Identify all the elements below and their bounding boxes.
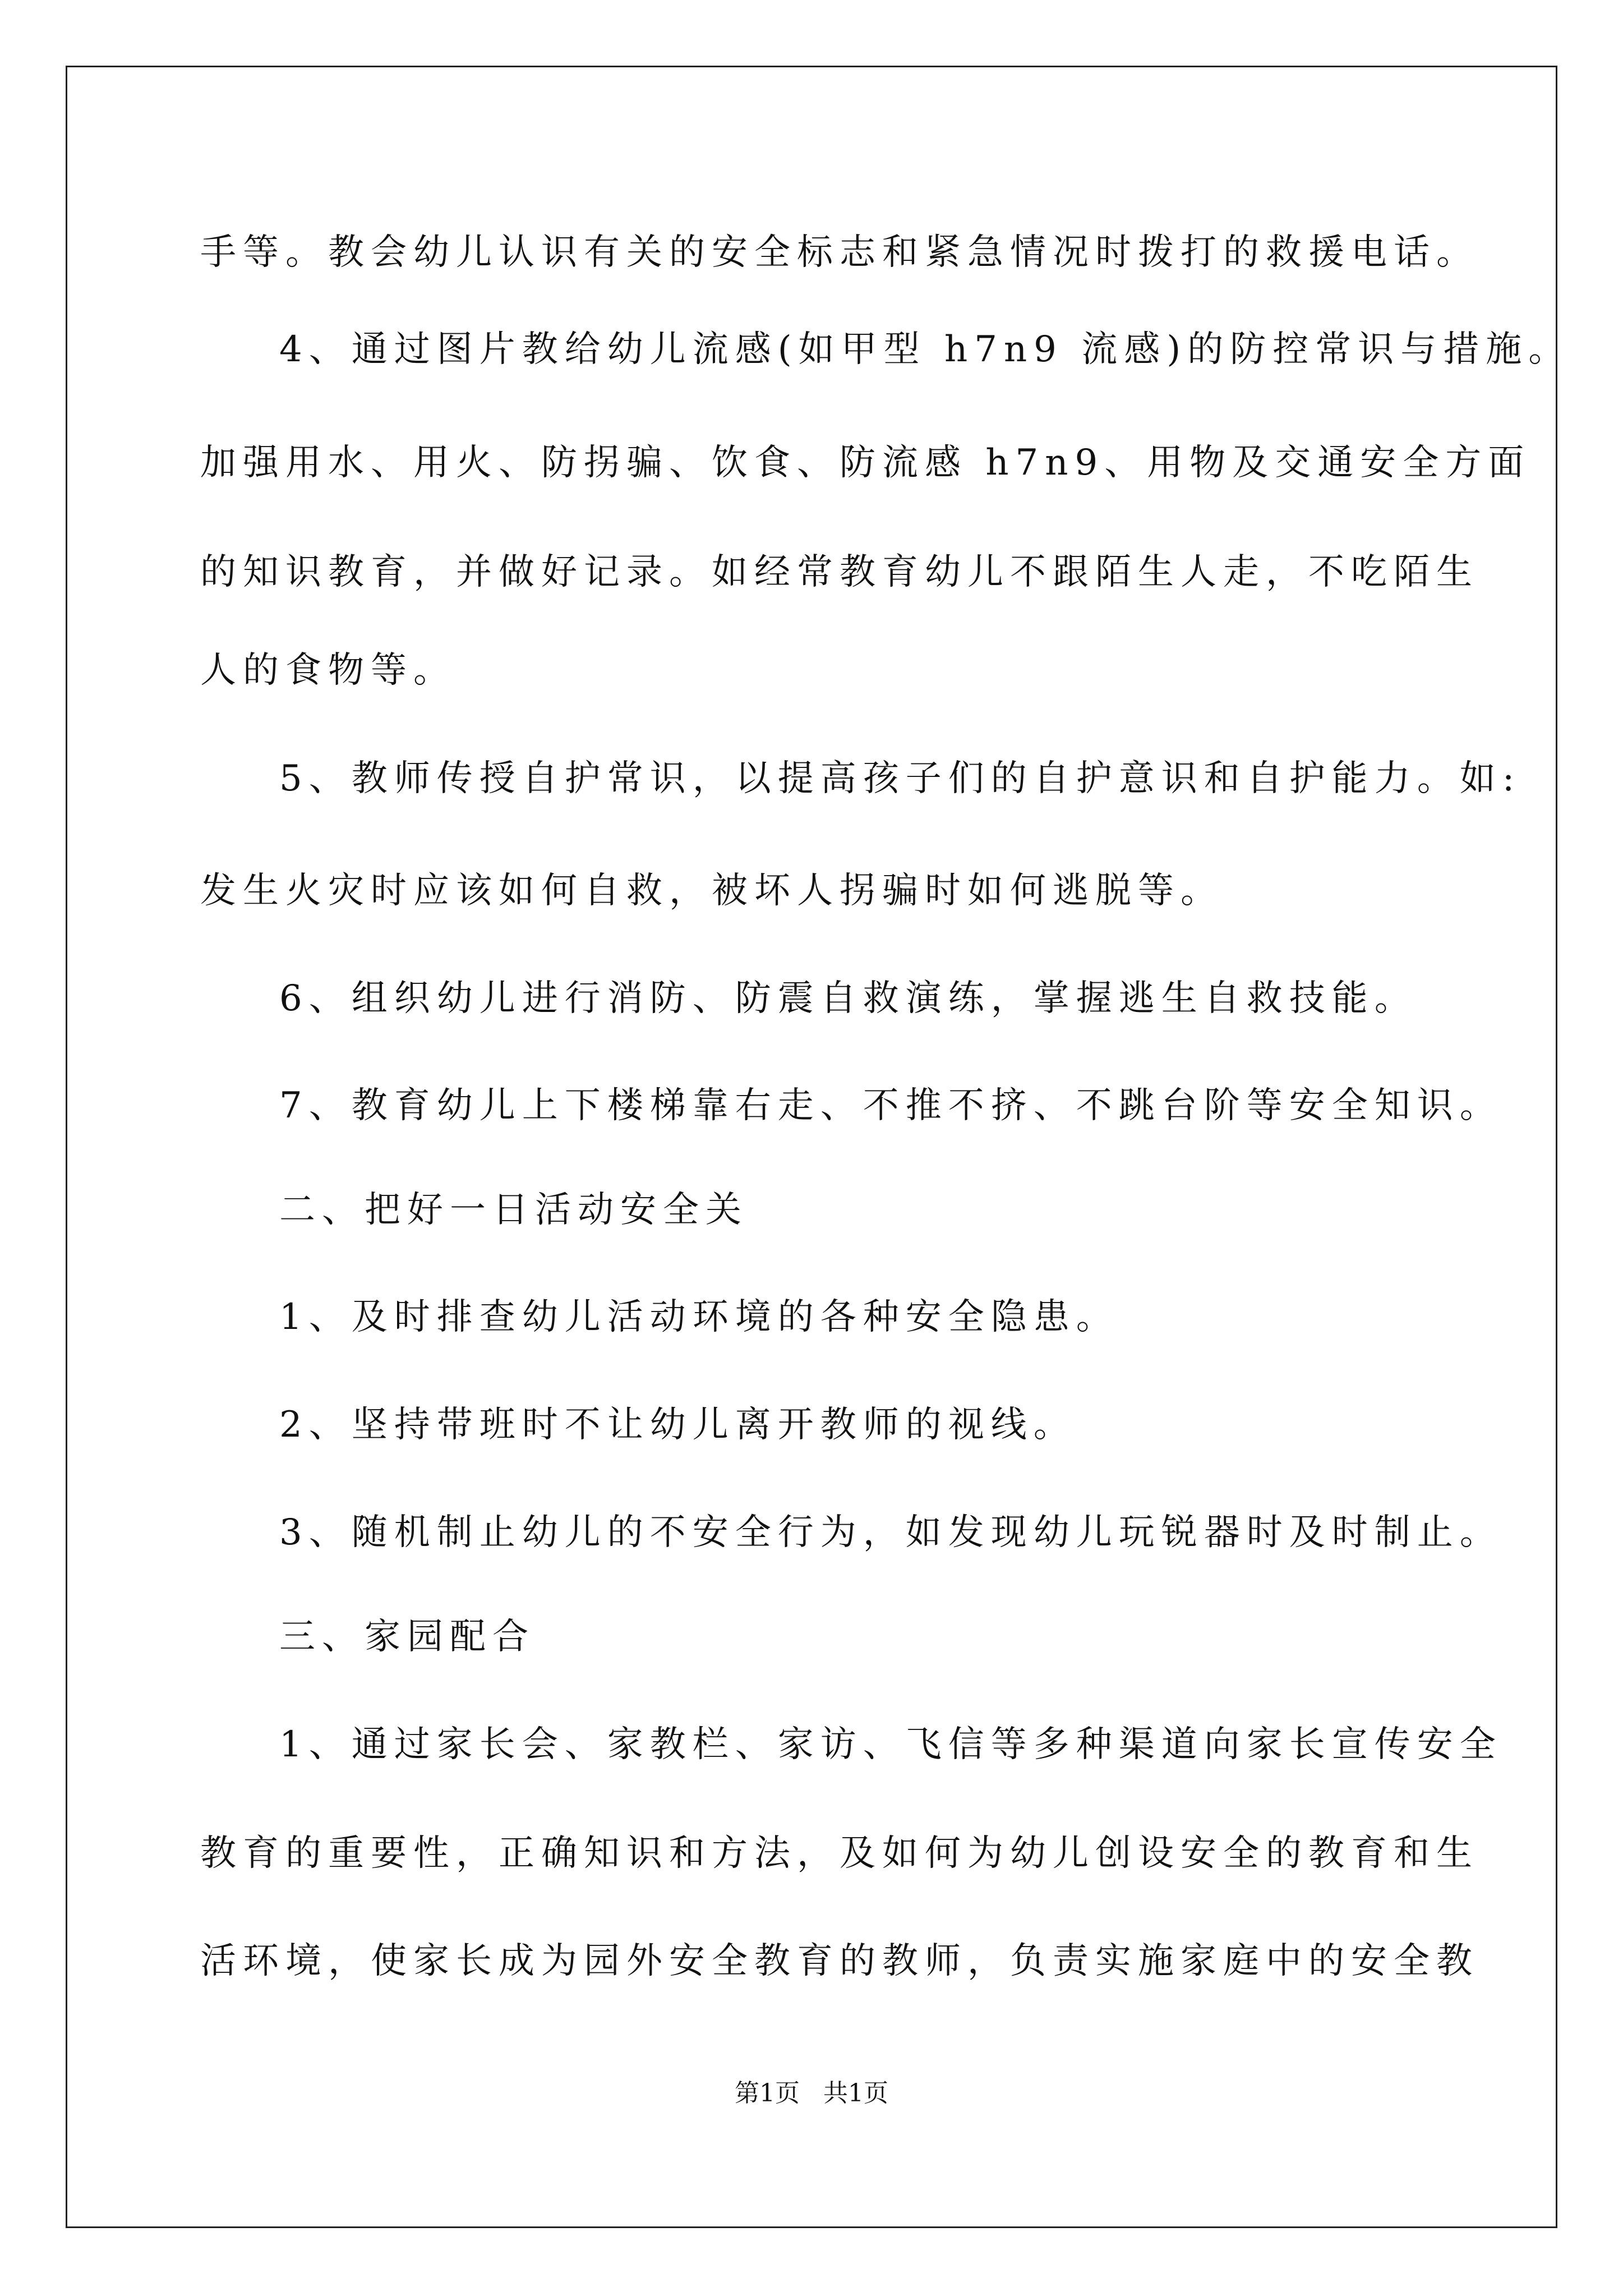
- page-border: [66, 66, 1571, 2228]
- text-line-16: 教育的重要性，正确知识和方法，及如何为幼儿创设安全的教育和生: [200, 1833, 1479, 1874]
- section-heading-2: 二、把好一日活动安全关: [279, 1189, 748, 1231]
- page-number-footer: 第1页 共1页: [735, 2079, 888, 2108]
- text-line-11: 1、及时排查幼儿活动环境的各种安全隐患。: [279, 1296, 1119, 1338]
- text-line-2: 4、通过图片教给幼儿流感(如甲型 h7n9 流感)的防控常识与措施。: [279, 329, 1571, 370]
- text-line-8: 6、组织幼儿进行消防、防震自救演练，掌握逃生自救技能。: [279, 978, 1417, 1019]
- text-line-5: 人的食物等。: [200, 650, 456, 691]
- text-line-15: 1、通过家长会、家教栏、家访、飞信等多种渠道向家长宣传安全: [279, 1724, 1502, 1765]
- text-line-4: 的知识教育，并做好记录。如经常教育幼儿不跟陌生人走，不吃陌生: [200, 551, 1479, 593]
- text-line-17: 活环境，使家长成为园外安全教育的教师，负责实施家庭中的安全教: [200, 1940, 1479, 1982]
- section-heading-3: 三、家园配合: [279, 1616, 535, 1658]
- text-line-13: 3、随机制止幼儿的不安全行为，如发现幼儿玩锐器时及时制止。: [279, 1512, 1502, 1553]
- text-line-9: 7、教育幼儿上下楼梯靠右走、不推不挤、不跳台阶等安全知识。: [279, 1085, 1502, 1126]
- text-line-12: 2、坚持带班时不让幼儿离开教师的视线。: [279, 1404, 1076, 1446]
- text-line-1: 手等。教会幼儿认识有关的安全标志和紧急情况时拨打的救援电话。: [200, 232, 1479, 273]
- text-line-3: 加强用水、用火、防拐骗、饮食、防流感 h7n9、用物及交通安全方面: [200, 442, 1531, 484]
- text-line-7: 发生火灾时应该如何自救，被坏人拐骗时如何逃脱等。: [200, 870, 1223, 912]
- text-line-6: 5、教师传授自护常识，以提高孩子们的自护意识和自护能力。如:: [279, 758, 1521, 799]
